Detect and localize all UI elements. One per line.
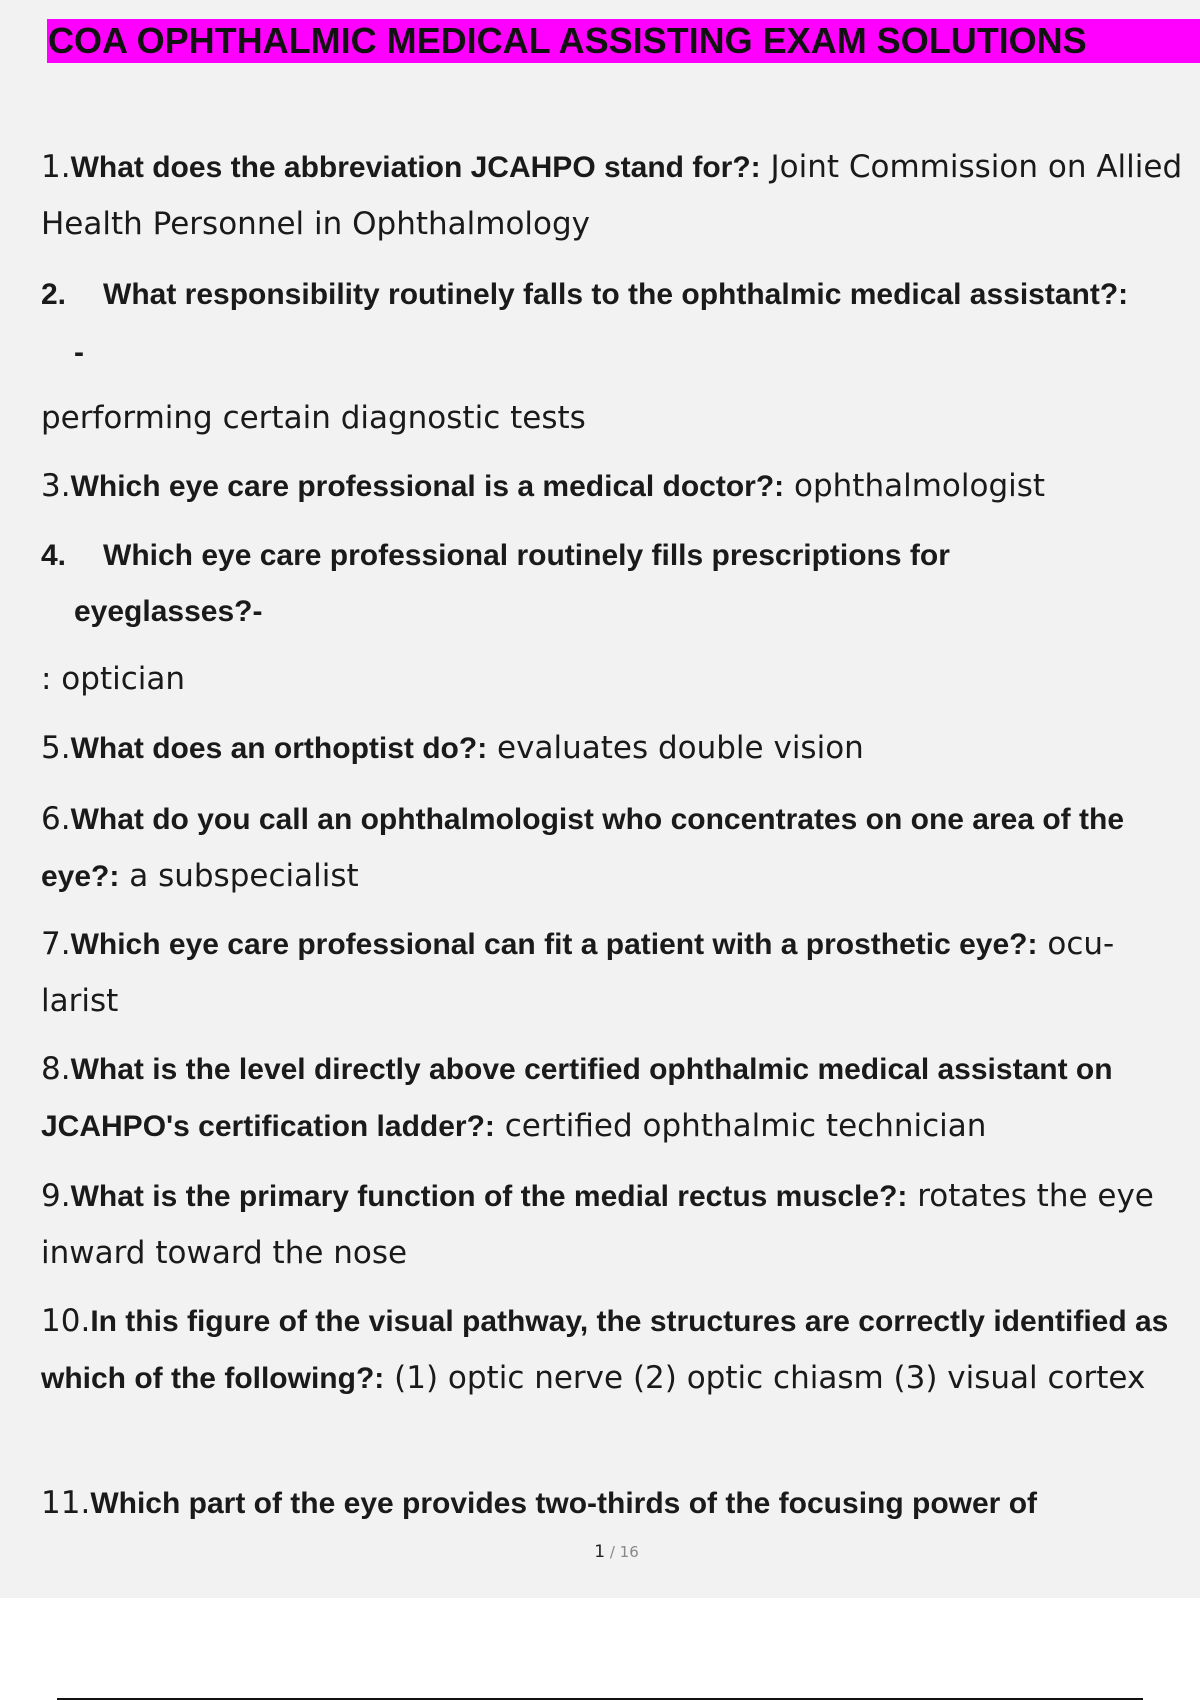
item-answer: certified ophthalmic technician	[494, 1108, 987, 1144]
item-question: Which eye care professional can fit a patient with a prosthetic eye?:	[70, 928, 1038, 961]
item-number: 9.	[41, 1178, 71, 1214]
list-item	[41, 916, 1191, 1029]
item-question: Which eye care professional routinely fills prescriptions for	[103, 539, 950, 572]
item-answer: ophthalmologist	[784, 468, 1046, 504]
list-item	[41, 1293, 1191, 1407]
list-item	[41, 791, 1191, 905]
list-item	[41, 1475, 1191, 1532]
item-question: What does the abbreviation JCAHPO stand for?:	[70, 151, 761, 184]
item-question: Which part of the eye provides two-thirds of the focusing power of	[90, 1487, 1038, 1520]
item-question: Which eye care professional is a medical doctor?:	[70, 470, 785, 503]
list-item	[41, 720, 1191, 777]
item-question: What responsibility routinely falls to the ophthalmic medical assistant?:	[103, 278, 1129, 311]
list-item	[41, 266, 1191, 323]
item-number: 4.	[41, 539, 67, 572]
page-number-total: / 16	[605, 1543, 639, 1561]
item-answer: : optician	[41, 661, 186, 697]
page-number-current: 1	[594, 1542, 606, 1562]
list-item	[41, 527, 1191, 584]
item-answer: ocu- larist	[41, 926, 1115, 1019]
item-question: What is the primary function of the medial rectus muscle?:	[70, 1180, 908, 1213]
item-number: 1.	[41, 149, 71, 185]
item-number: 10.	[41, 1303, 91, 1339]
item-answer: Joint Commission on Allied Health Personnel in Ophthalmology	[41, 149, 1183, 242]
item-answer: evaluates double vision	[487, 730, 864, 766]
item-answer: (1) optic nerve (2) optic chiasm (3) visual cortex	[384, 1360, 1146, 1396]
page-indicator	[0, 1542, 1200, 1562]
list-item	[41, 458, 1191, 515]
item-number: 6.	[41, 801, 71, 837]
item-number: 3.	[41, 468, 71, 504]
item-question: What do you call an ophthalmologist who concentrates on one area of the eye?:	[41, 803, 1125, 893]
item-question-continued: eyeglasses?-	[74, 595, 263, 628]
list-item	[41, 1041, 1191, 1155]
item-number: 8.	[41, 1051, 71, 1087]
item-number: 2.	[41, 278, 67, 311]
item-number: 5.	[41, 730, 71, 766]
item-question: What does an orthoptist do?:	[70, 732, 488, 765]
item-question: In this figure of the visual pathway, the structures are correctly identified as which of the following?:	[41, 1305, 1169, 1395]
item-question: What is the level directly above certified ophthalmic medical assistant on JCAHPO's certification ladder?:	[41, 1053, 1113, 1143]
item-answer: a subspecialist	[119, 858, 359, 894]
item-dash: -	[74, 336, 84, 369]
list-item	[41, 139, 1191, 252]
item-answer: performing certain diagnostic tests	[41, 400, 586, 436]
item-number: 11.	[41, 1485, 91, 1521]
document-title-highlight	[47, 19, 1200, 63]
list-item	[41, 1168, 1191, 1281]
item-number: 7.	[41, 926, 71, 962]
item-answer: rotates the eye inward toward the nose	[41, 1178, 1154, 1271]
document-title: COA OPHTHALMIC MEDICAL ASSISTING EXAM SOLUTIONS	[48, 20, 1087, 61]
